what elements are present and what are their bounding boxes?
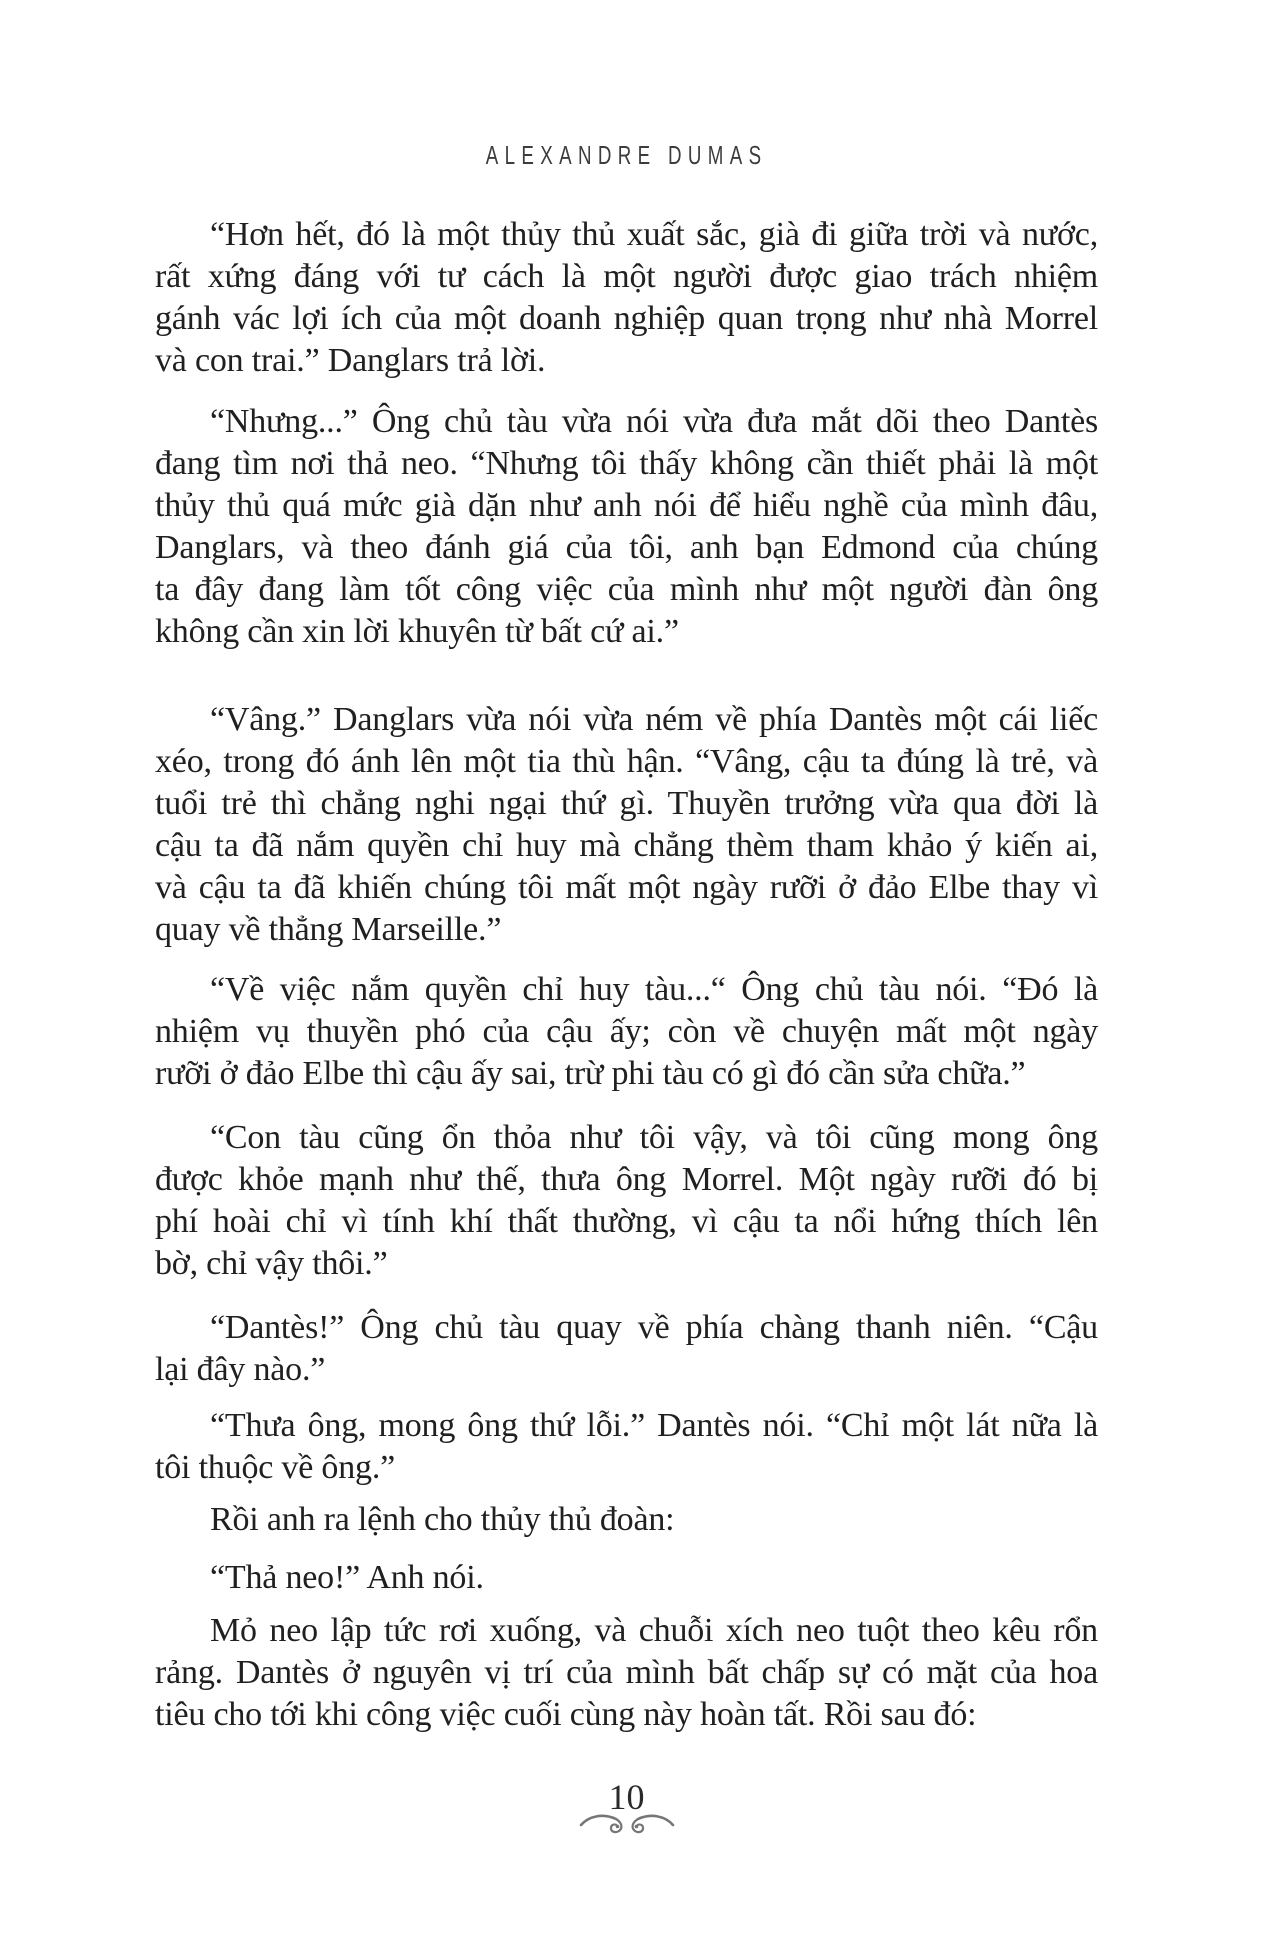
paragraph xyxy=(155,699,1098,951)
text-line: “Vâng.” Danglars vừa nói vừa ném về phía Dantès một cái liếc xyxy=(210,701,1098,738)
text-line: Danglars, và theo đánh giá của tôi, anh bạn Edmond của chúng xyxy=(155,529,1098,566)
page-number: 10 xyxy=(608,1777,645,1817)
paragraph xyxy=(155,1405,1098,1489)
text-line: “Con tàu cũng ổn thỏa như tôi vậy, và tôi cũng mong ông xyxy=(210,1119,1098,1156)
text-line: phí hoài chỉ vì tính khí thất thường, vì cậu ta nổi hứng thích lên xyxy=(155,1203,1098,1240)
text-line: xéo, trong đó ánh lên một tia thù hận. “Vâng, cậu ta đúng là trẻ, và xyxy=(155,743,1098,780)
text-line: rất xứng đáng với tư cách là một người được giao trách nhiệm xyxy=(155,258,1098,295)
text-line: Rồi anh ra lệnh cho thủy thủ đoàn: xyxy=(210,1501,675,1538)
author-name: ALEXANDRE DUMAS xyxy=(485,140,768,170)
paragraph xyxy=(155,1557,1098,1599)
text-line: đang tìm nơi thả neo. “Nhưng tôi thấy không cần thiết phải là một xyxy=(155,445,1098,482)
paragraph xyxy=(155,214,1098,382)
text-line: “Thưa ông, mong ông thứ lỗi.” Dantès nói. “Chỉ một lát nữa là xyxy=(210,1407,1098,1444)
paragraph xyxy=(155,1610,1098,1736)
text-line: “Hơn hết, đó là một thủy thủ xuất sắc, già đi giữa trời và nước, xyxy=(210,216,1098,253)
running-header xyxy=(155,140,1098,170)
paragraph xyxy=(155,1499,1098,1541)
text-line: được khỏe mạnh như thế, thưa ông Morrel. Một ngày rưỡi đó bị xyxy=(155,1161,1098,1198)
text-line: tiêu cho tới khi công việc cuối cùng này hoàn tất. Rồi sau đó: xyxy=(155,1696,977,1733)
paragraph xyxy=(155,1117,1098,1285)
text-line: nhiệm vụ thuyền phó của cậu ấy; còn về chuyện mất một ngày xyxy=(155,1013,1098,1050)
text-line: “Nhưng...” Ông chủ tàu vừa nói vừa đưa mắt dõi theo Dantès xyxy=(210,403,1098,440)
text-line: thủy thủ quá mức già dặn như anh nói để hiểu nghề của mình đâu, xyxy=(155,487,1098,524)
text-line: quay về thẳng Marseille.” xyxy=(155,911,502,948)
text-line: “Về việc nắm quyền chỉ huy tàu...“ Ông chủ tàu nói. “Đó là xyxy=(210,971,1098,1008)
text-line: rưỡi ở đảo Elbe thì cậu ấy sai, trừ phi tàu có gì đó cần sửa chữa.” xyxy=(155,1055,1026,1092)
text-line: ta đây đang làm tốt công việc của mình như một người đàn ông xyxy=(155,571,1098,608)
text-line: tôi thuộc về ông.” xyxy=(155,1449,396,1486)
paragraph xyxy=(155,969,1098,1095)
text-line: “Dantès!” Ông chủ tàu quay về phía chàng thanh niên. “Cậu xyxy=(210,1309,1098,1346)
text-line: rảng. Dantès ở nguyên vị trí của mình bất chấp sự có mặt của hoa xyxy=(155,1654,1098,1691)
text-line: bờ, chỉ vậy thôi.” xyxy=(155,1245,388,1282)
flourish-ornament-icon xyxy=(155,1809,1098,1840)
text-line: tuổi trẻ thì chẳng nghi ngại thứ gì. Thuyền trưởng vừa qua đời là xyxy=(155,785,1098,822)
text-line: và cậu ta đã khiến chúng tôi mất một ngày rưỡi ở đảo Elbe thay vì xyxy=(155,869,1098,906)
text-line: không cần xin lời khuyên từ bất cứ ai.” xyxy=(155,613,679,650)
paragraph xyxy=(155,401,1098,653)
text-line: cậu ta đã nắm quyền chỉ huy mà chẳng thèm tham khảo ý kiến ai, xyxy=(155,827,1098,864)
text-line: “Thả neo!” Anh nói. xyxy=(210,1559,484,1596)
text-line: lại đây nào.” xyxy=(155,1351,326,1388)
text-line: Mỏ neo lập tức rơi xuống, và chuỗi xích neo tuột theo kêu rổn xyxy=(210,1612,1098,1649)
text-line: và con trai.” Danglars trả lời. xyxy=(155,342,546,379)
text-line: gánh vác lợi ích của một doanh nghiệp quan trọng như nhà Morrel xyxy=(155,300,1098,337)
paragraph xyxy=(155,1307,1098,1391)
page-body xyxy=(155,214,1098,1736)
